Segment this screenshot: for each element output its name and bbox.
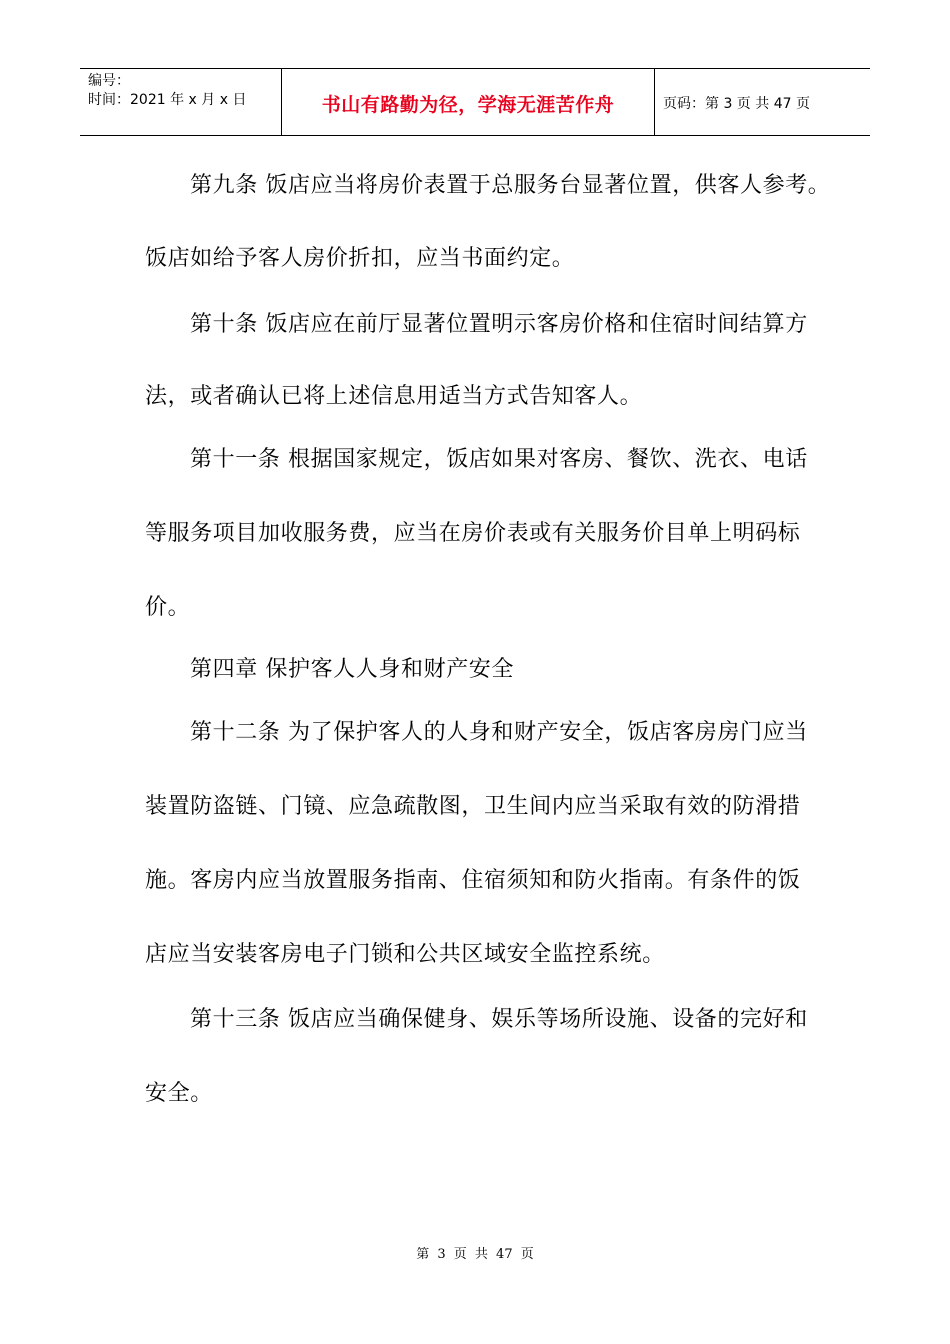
document-number-label: 编号：	[88, 73, 130, 89]
article-12-line-4: 店应当安装客房电子门锁和公共区域安全监控系统。	[145, 942, 665, 967]
page-footer: 第 3 页 共 47 页	[416, 1247, 534, 1262]
header-page-info: 页码：第 3 页 共 47 页	[663, 96, 810, 112]
article-11-line-3: 价。	[145, 595, 191, 620]
chapter-4-heading: 第四章 保护客人人身和财产安全	[190, 657, 514, 682]
article-10-line-1: 第十条 饭店应在前厅显著位置明示客房价格和住宿时间结算方	[190, 312, 808, 337]
article-9-line-1: 第九条 饭店应当将房价表置于总服务台显著位置，供客人参考。	[190, 173, 831, 198]
article-13-line-2: 安全。	[145, 1081, 213, 1106]
document-time-label: 时间：2021 年 x 月 x 日	[88, 92, 247, 108]
article-12-line-3: 施。客房内应当放置服务指南、住宿须知和防火指南。有条件的饭	[145, 868, 801, 893]
article-13-line-1: 第十三条 饭店应当确保健身、娱乐等场所设施、设备的完好和	[190, 1007, 808, 1032]
header-page-cell	[655, 69, 870, 135]
article-11-line-1: 第十一条 根据国家规定，饭店如果对客房、餐饮、洗衣、电话	[190, 447, 808, 472]
article-11-line-2: 等服务项目加收服务费，应当在房价表或有关服务价目单上明码标	[145, 521, 801, 546]
header-motto-cell	[282, 69, 655, 135]
article-12-line-2: 装置防盗链、门镜、应急疏散图，卫生间内应当采取有效的防滑措	[145, 794, 801, 819]
document-header	[80, 68, 870, 136]
header-motto: 书山有路勤为径，学海无涯苦作舟	[321, 94, 615, 116]
article-10-line-2: 法，或者确认已将上述信息用适当方式告知客人。	[145, 384, 643, 409]
article-9-line-2: 饭店如给予客人房价折扣，应当书面约定。	[145, 246, 575, 271]
article-12-line-1: 第十二条 为了保护客人的人身和财产安全，饭店客房房门应当	[190, 720, 808, 745]
header-meta-cell	[80, 69, 282, 135]
